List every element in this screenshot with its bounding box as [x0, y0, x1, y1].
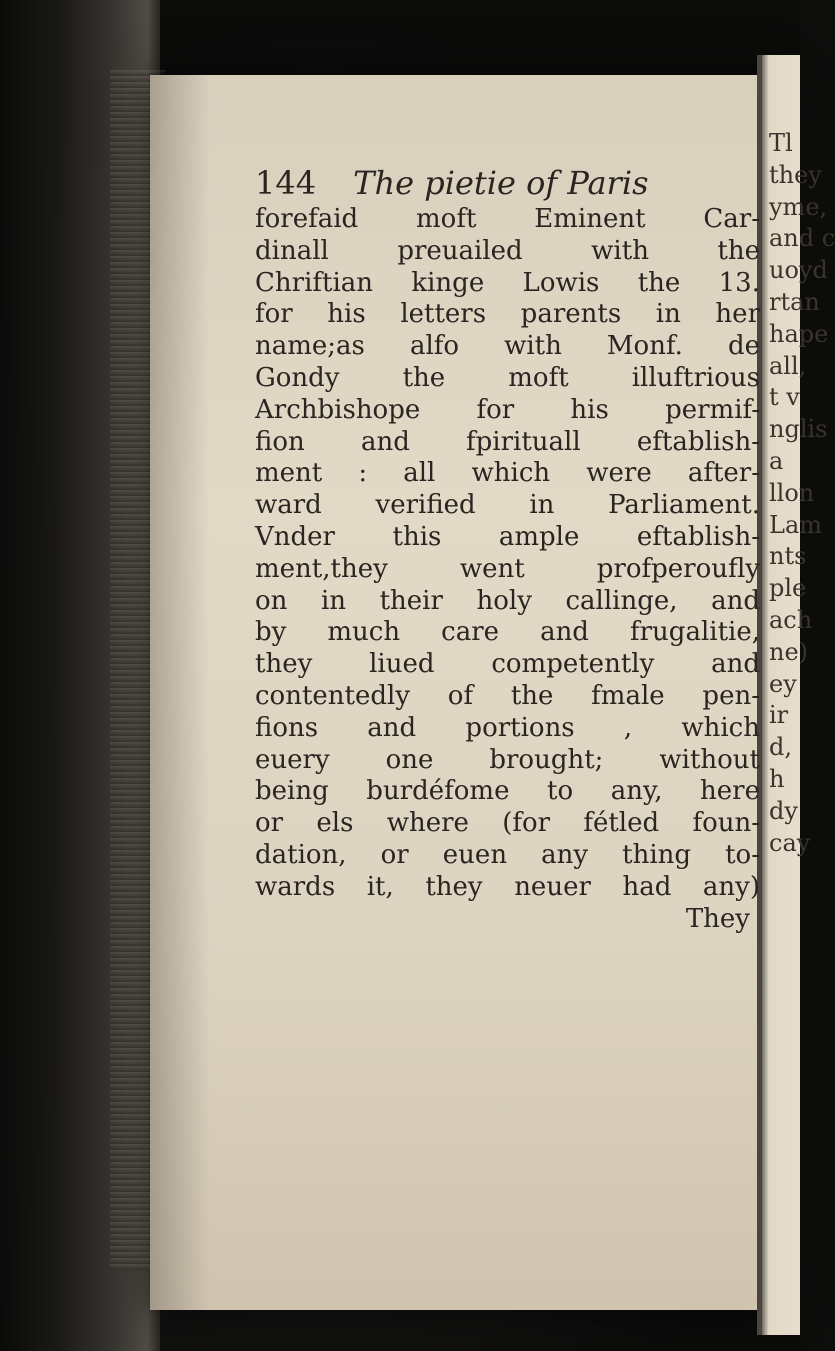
facing-page-fragment: ach — [769, 605, 813, 634]
text-line: ment,they went profperoufly — [255, 553, 760, 584]
facing-page-fragment: uoyd — [769, 256, 828, 285]
facing-page-fragment: ir — [769, 701, 789, 730]
text-line: or els where (for fétled foun- — [255, 808, 760, 839]
text-line: by much care and frugalitie, — [255, 617, 760, 648]
running-head-title: The pietie of Paris — [353, 164, 649, 202]
text-line: forefaid moft Eminent Car- — [255, 204, 760, 234]
facing-page-fragment: and c — [769, 224, 835, 253]
facing-page-fragment: yme, — [769, 192, 828, 221]
text-line: on in their holy callinge, and — [255, 585, 760, 616]
facing-page-fragment: hape — [769, 319, 829, 348]
text-line: ment : all which were after- — [255, 458, 760, 489]
text-line: name;as alfo with Monf. de — [255, 331, 760, 362]
text-line: for his letters parents in her — [255, 299, 760, 330]
facing-page-fragment: dy — [769, 796, 798, 825]
facing-page-fragment: ey — [769, 669, 797, 698]
body-text — [255, 204, 760, 904]
text-line: Archbishope for his permif- — [255, 394, 760, 425]
page-gutter-shadow — [150, 75, 210, 1310]
facing-page-fragment: ple — [769, 574, 807, 603]
facing-page-fragment: h — [769, 764, 785, 793]
catchword: They — [685, 903, 750, 934]
facing-page-fragment: llon — [769, 478, 815, 507]
facing-page-fragment: a — [769, 446, 784, 475]
running-header — [255, 162, 760, 204]
text-line: Gondy the moft illuftrious — [255, 362, 760, 393]
page-number: 144 — [255, 164, 317, 202]
facing-page-fragment: all, — [769, 351, 807, 380]
text-line: contentedly of the fmale pen- — [255, 680, 760, 711]
text-line: euery one brought; without — [255, 744, 760, 775]
facing-page-fragment: they — [769, 160, 822, 189]
facing-page-fragment: cay — [769, 828, 811, 857]
facing-page-fragment: nts — [769, 542, 807, 571]
text-line: dinall preuailed with the — [255, 235, 760, 266]
page-text-block — [255, 162, 760, 935]
text-line: they liued competently and — [255, 649, 760, 680]
facing-page-fragment: ne) — [769, 637, 809, 666]
facing-page-fragment: Lam — [769, 510, 823, 539]
facing-page-text — [769, 128, 835, 859]
facing-page-fragment: d, — [769, 733, 792, 762]
text-line: wards it, they neuer had any) — [255, 871, 760, 902]
facing-page-fragment: nglis — [769, 415, 828, 444]
facing-page-fragment: rtan — [769, 287, 820, 316]
facing-page-fragment: t v — [769, 383, 800, 412]
text-line: Vnder this ample eftablish- — [255, 521, 760, 552]
text-line: ward verified in Parliament. — [255, 490, 760, 521]
text-line: dation, or euen any thing to- — [255, 839, 760, 870]
text-line: fions and portions , which — [255, 712, 760, 743]
facing-page-fragment: Tl — [769, 129, 793, 157]
text-line: fion and fpirituall eftablish- — [255, 426, 760, 457]
text-line: being burdéfome to any, here — [255, 776, 760, 807]
text-line: Chriftian kinge Lowis the 13. — [255, 267, 760, 298]
